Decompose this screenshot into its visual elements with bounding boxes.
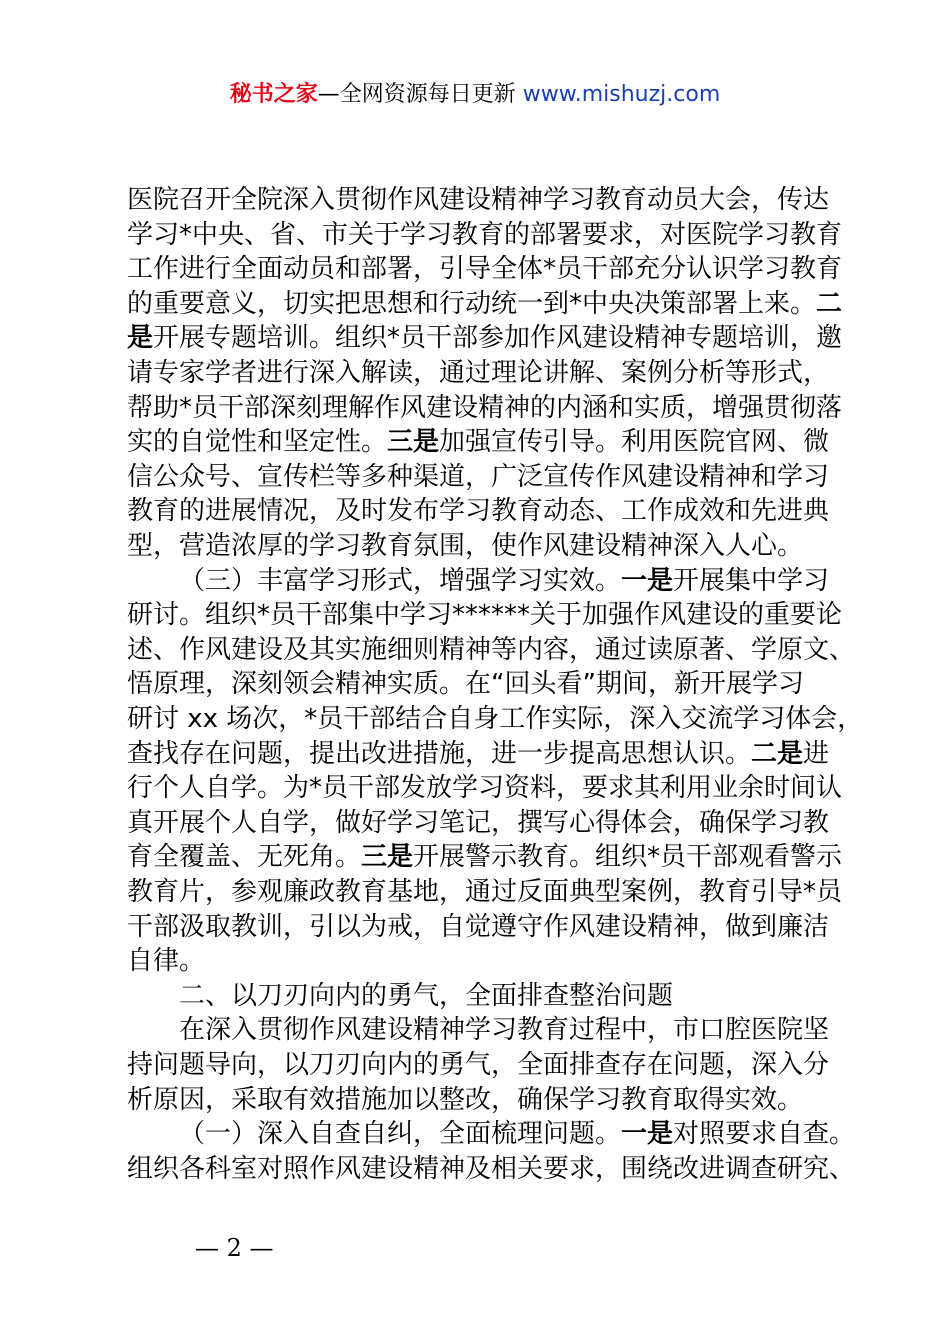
text-segment: 自律。 [127,946,206,977]
text-segment: 查找存在问题，提出改进措施，进一步提高思想认识。 [127,738,752,769]
text-line [127,840,842,874]
text-segment: 三是 [387,427,440,458]
text-line [179,564,829,598]
text-line [127,494,829,528]
text-segment: 组织各科室对照作风建设精神及相关要求，围绕改进调查研究、 [127,1153,856,1184]
text-segment: 三是 [361,842,414,873]
text-line [127,252,842,286]
text-line [127,529,803,563]
text-line [127,460,829,494]
text-line [127,667,804,701]
text-segment: （三）丰富学习形式，增强学习实效。 [179,565,622,596]
text-line [127,391,842,425]
text-segment: 行个人自学。为*员干部发放学习资料，要求其利用业余时间认 [127,773,843,804]
text-line [127,910,829,944]
text-line [127,183,829,217]
text-line [179,1013,829,1047]
text-line [179,979,673,1013]
text-segment: 开展集中学习 [673,565,830,596]
text-segment: 教育片，参观廉政教育基地，通过反面典型案例，教育引导*员 [127,877,843,907]
text-segment: 帮助*员干部深刻理解作风建设精神的内涵和实质，增强贯彻落 [127,392,843,423]
text-segment: 工作进行全面动员和部署，引导全体*员干部充分认识学习教育 [127,254,843,285]
text-segment: 一是 [621,1119,674,1150]
text-segment: 二是 [751,738,804,769]
text-line [127,218,842,252]
text-segment: 对照要求自查。 [673,1119,856,1150]
text-segment: 在深入贯彻作风建设精神学习教育过程中，市口腔医院坚 [179,1015,830,1046]
text-segment: 一是 [621,565,674,596]
text-line [127,806,829,840]
text-line [127,944,205,978]
text-line [179,1117,855,1151]
text-line [127,1152,855,1186]
text-segment: 加强宣传引导。利用医院官网、微 [439,427,830,458]
text-segment: 真开展个人自学，做好学习笔记，撰写心得体会，确保学习教 [127,807,830,838]
text-segment: 开展专题培训。组织*员干部参加作风建设精神专题培训，邀 [153,323,843,354]
text-segment: 是 [127,323,154,354]
header-slogan: —全网资源每日更新 [317,82,523,107]
page-number: — 2 — [195,1234,274,1262]
text-line [127,425,829,459]
text-segment: 信公众号、宣传栏等多种渠道，广泛宣传作风建设精神和学习 [127,461,830,492]
text-line [127,771,842,805]
text-segment: 研讨。组织*员干部集中学习******关于加强作风建设的重要论 [127,600,843,631]
text-segment: 二、以刀刃向内的勇气，全面排查整治问题 [179,980,674,1011]
text-segment: 析原因，采取有效措施加以整改，确保学习教育取得实效。 [127,1084,804,1115]
text-segment: 实的自觉性和坚定性。 [127,427,388,458]
text-segment: 持问题导向，以刀刃向内的勇气，全面排查存在问题，深入分 [127,1050,830,1080]
site-header [0,78,950,112]
text-line [127,1048,829,1082]
text-line [127,1083,803,1117]
text-segment: 教育的进展情况，及时发布学习教育动态、工作成效和先进典 [127,496,830,527]
text-line [127,702,863,736]
text-segment: 学习*中央、省、市关于学习教育的部署要求，对医院学习教育 [127,219,843,250]
text-segment: 干部汲取教训，引以为戒，自觉遵守作风建设精神，做到廉洁 [127,911,830,942]
text-segment: 育全覆盖、无死角。 [127,842,362,873]
text-segment: 二 [816,288,843,319]
text-line [127,875,842,909]
text-segment: 医院召开全院深入贯彻作风建设精神学习教育动员大会，传达 [127,185,830,215]
text-segment: 开展警示教育。组织*员干部观看警示 [413,842,843,873]
text-line [127,737,829,771]
text-segment: 进 [803,738,830,769]
text-line [127,598,842,632]
text-line [127,633,855,667]
text-line [127,287,842,321]
text-segment: 的重要意义，切实把思想和行动统一到*中央决策部署上来。 [127,288,817,319]
text-segment: 请专家学者进行深入解读，通过理论讲解、案例分析等形式， [127,358,830,388]
text-segment: （一）深入自查自纠，全面梳理问题。 [179,1119,622,1150]
text-segment: 悟原理，深刻领会精神实质。在“回头看”期间，新开展学习 [127,669,804,700]
text-segment: 述、作风建设及其实施细则精神等内容，通过读原著、学原文、 [127,634,856,665]
text-segment: 型，营造浓厚的学习教育氛围，使作风建设精神深入人心。 [127,531,804,561]
text-segment: 研讨 xx 场次，*员干部结合自身工作实际，深入交流学习体会， [127,704,864,734]
text-line [127,356,829,390]
site-url-link[interactable]: www.mishuzj.com [522,82,721,107]
text-line [127,321,842,355]
brand-name: 秘书之家 [229,82,318,107]
